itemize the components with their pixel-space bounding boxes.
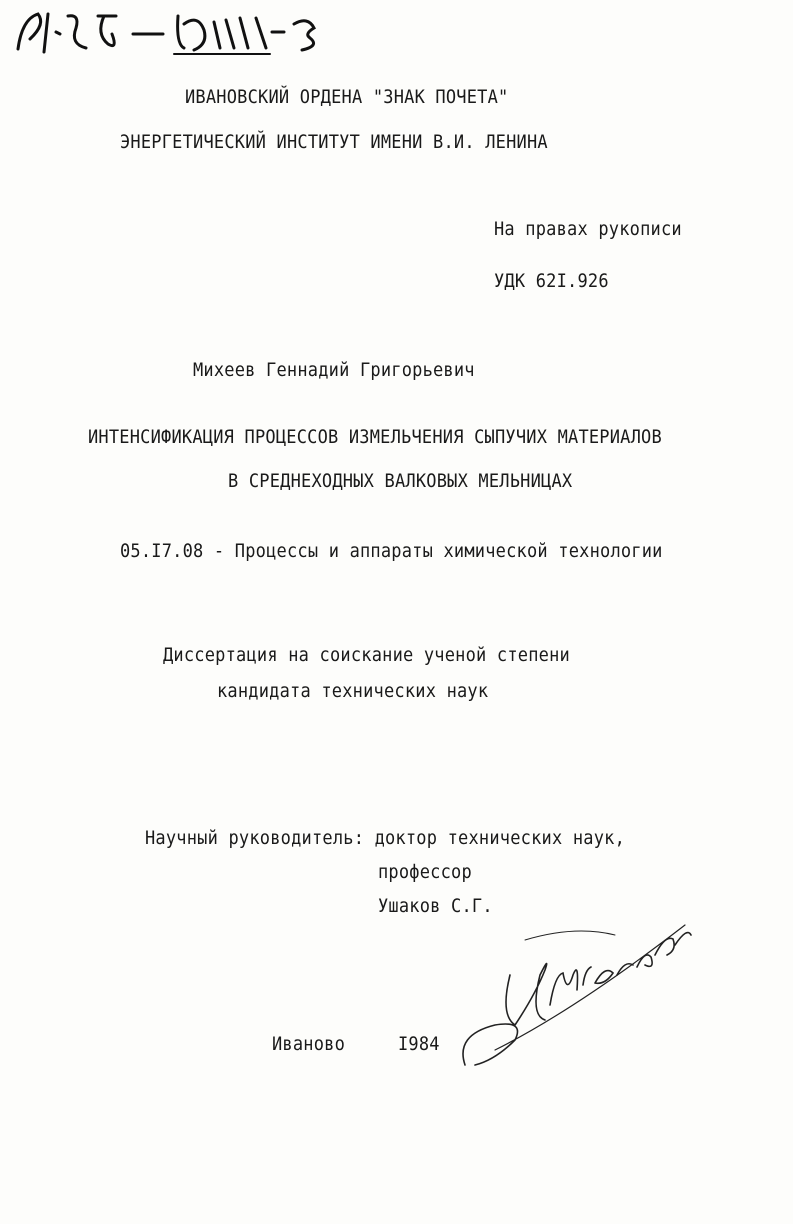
supervisor-name: Ушаков С.Г. [378, 895, 493, 918]
city: Иваново [272, 1033, 346, 1056]
author-name: Михеев Геннадий Григорьевич [193, 359, 475, 382]
supervisor-label: Научный руководитель: доктор технических наук, [145, 827, 626, 850]
author-signature [455, 915, 700, 1075]
dissertation-title-line-1: ИНТЕНСИФИКАЦИЯ ПРОЦЕССОВ ИЗМЕЛЬЧЕНИЯ СЫПУЧИХ МАТЕРИАЛОВ [88, 426, 662, 449]
handwritten-archive-number [8, 4, 388, 64]
degree-line-1: Диссертация на соискание ученой степени [163, 644, 570, 667]
degree-line-2: кандидата технических наук [217, 680, 489, 703]
year: I984 [398, 1033, 440, 1056]
institution-line-2: ЭНЕРГЕТИЧЕСКИЙ ИНСТИТУТ ИМЕНИ В.И. ЛЕНИНА [120, 131, 548, 154]
dissertation-title-line-2: В СРЕДНЕХОДНЫХ ВАЛКОВЫХ МЕЛЬНИЦАХ [228, 470, 573, 493]
specialty-code: 05.I7.08 - Процессы и аппараты химической технологии [120, 540, 663, 563]
udc-code: УДК 62I.926 [494, 270, 609, 293]
manuscript-rights: На правах рукописи [494, 218, 682, 241]
supervisor-rank: профессор [378, 861, 472, 884]
institution-line-1: ИВАНОВСКИЙ ОРДЕНА "ЗНАК ПОЧЕТА" [185, 86, 509, 109]
